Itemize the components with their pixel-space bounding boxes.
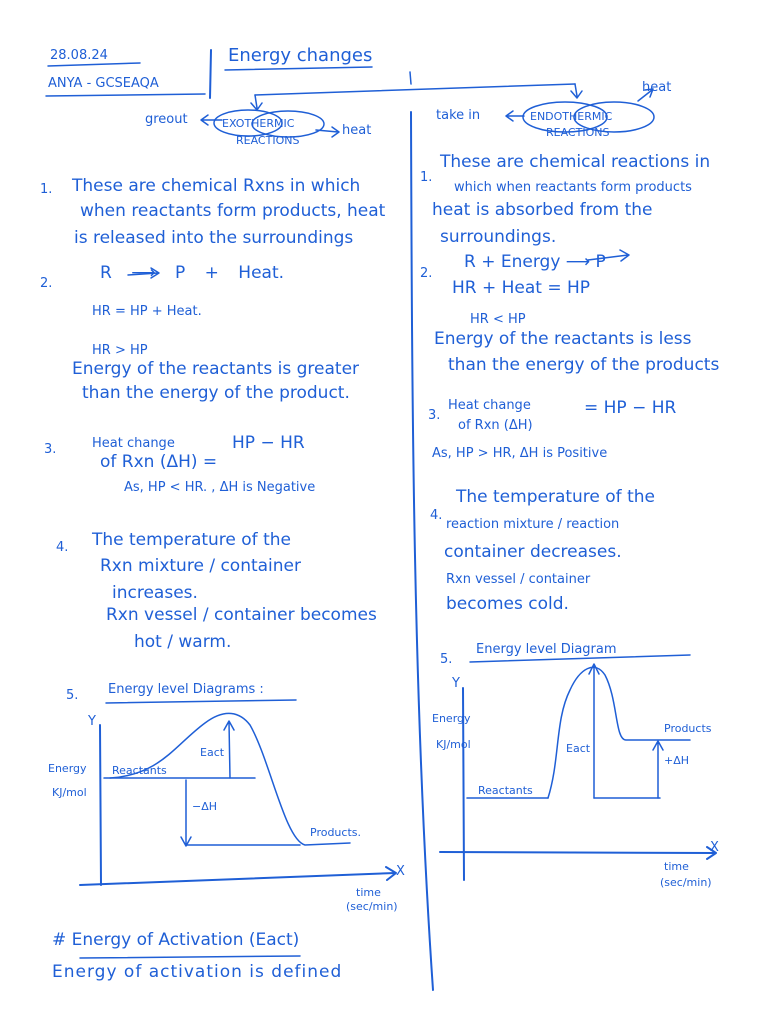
exo-p4-line: increases.	[112, 583, 198, 603]
endo-heat-label: heat	[642, 80, 672, 95]
exo-reactants-label: Reactants	[112, 764, 167, 777]
date-underline	[48, 63, 140, 66]
exo-enthalpy-relation: HR = HP + Heat.	[92, 304, 202, 319]
page-title: Energy changes	[228, 45, 373, 66]
endo-takein-arrow	[506, 111, 524, 121]
title-underline	[225, 67, 372, 70]
header-divider	[210, 50, 211, 98]
exo-x-title: time	[356, 886, 381, 899]
endo-p4-line: Rxn vessel / container	[446, 572, 591, 587]
exo-x-title: (sec/min)	[346, 900, 398, 913]
endo-dh-arrow	[653, 741, 663, 798]
endo-enthalpy-inequality: HR < HP	[470, 312, 526, 327]
endo-p2-line: than the energy of the products	[448, 355, 720, 375]
endo-eact-arrow	[589, 664, 599, 798]
exo-branch-label: greout	[145, 112, 188, 127]
exo-diagram-title: Energy level Diagrams :	[108, 682, 264, 697]
author-underline	[46, 94, 205, 96]
note-date: 28.08.24	[50, 48, 108, 63]
exo-enthalpy-inequality: HR > HP	[92, 343, 148, 358]
exo-x-axis-label: X	[396, 864, 405, 879]
exo-p4-line: The temperature of the	[92, 530, 291, 550]
endo-point-number: 2.	[420, 266, 433, 281]
exo-dh-label: −ΔH	[192, 800, 218, 813]
endo-p2-line: Energy of the reactants is less	[434, 329, 692, 349]
exo-equation: R ⟶ P + Heat.	[100, 263, 285, 283]
endo-p4-line: becomes cold.	[446, 594, 569, 614]
exo-y-axis	[100, 725, 101, 885]
endo-x-axis	[440, 847, 716, 859]
exo-heading-line1: EXOTHERMIC	[222, 117, 295, 130]
exo-heat-arrow	[316, 127, 339, 137]
endo-heading-line1: ENDOTHERMIC	[530, 110, 613, 123]
exo-point-number: 3.	[44, 442, 57, 457]
activation-energy-heading: # Energy of Activation (Eact)	[52, 930, 300, 950]
endo-p4-line: The temperature of the	[456, 487, 655, 507]
exo-diagram-title-underline	[106, 700, 296, 703]
exo-point-number: 4.	[56, 540, 69, 555]
endo-y-axis-label: Y	[452, 676, 460, 691]
endo-energy-diagram	[440, 664, 716, 880]
exo-eact-arrow	[224, 721, 234, 778]
column-divider	[411, 112, 433, 990]
endo-p1-line: These are chemical reactions in	[440, 152, 711, 172]
exo-p3-line: As, HP < HR. , ΔH is Negative	[124, 480, 316, 495]
left-branch-arrow	[251, 95, 262, 110]
endo-products-label: Products	[664, 722, 712, 735]
endo-p1-line: surroundings.	[440, 227, 557, 247]
endo-p1-line: heat is absorbed from the	[432, 200, 653, 220]
exo-point-number: 2.	[40, 276, 53, 291]
endo-point-number: 1.	[420, 170, 433, 185]
endo-diagram-title: Energy level Diagram	[476, 642, 617, 657]
exo-point-number: 1.	[40, 182, 53, 197]
exo-p1-line: is released into the surroundings	[74, 228, 354, 248]
exo-heat-change-formula: HP − HR	[232, 433, 305, 453]
endo-equation: R + Energy ⟶ P	[464, 252, 606, 272]
exo-heading-line2: REACTIONS	[236, 134, 300, 147]
endo-y-title: Energy	[432, 712, 471, 725]
exo-p2-line: than the energy of the product.	[82, 383, 350, 403]
exo-eact-label: Eact	[200, 746, 225, 759]
endo-p3-line: As, HP > HR, ΔH is Positive	[432, 446, 608, 461]
exo-y-title: KJ/mol	[52, 786, 87, 799]
endo-dh-label: +ΔH	[664, 754, 690, 767]
exo-p2-line: Energy of the reactants is greater	[72, 359, 360, 379]
endo-point-number: 3.	[428, 408, 441, 423]
endo-p1-line: which when reactants form products	[454, 180, 692, 195]
endo-x-title: time	[664, 860, 689, 873]
exo-p3-line: Heat change	[92, 436, 175, 451]
activation-energy-definition: Energy of activation is defined	[52, 962, 343, 982]
exo-x-axis	[80, 867, 396, 885]
exo-p1-line: when reactants form products, heat	[80, 201, 386, 221]
endo-branch-label: take in	[436, 108, 481, 123]
endo-p3-line: Heat change	[448, 398, 531, 413]
endo-enthalpy-relation: HR + Heat = HP	[452, 278, 591, 298]
exo-p4-line: Rxn mixture / container	[100, 556, 301, 576]
endo-reactants-label: Reactants	[478, 784, 533, 797]
exo-point-number: 5.	[66, 688, 79, 703]
note-author: ANYA - GCSEAQA	[48, 76, 159, 91]
endo-x-axis-label: X	[710, 840, 719, 855]
exo-energy-diagram	[80, 713, 396, 885]
exo-p1-line: These are chemical Rxns in which	[72, 176, 361, 196]
endo-heading-line2: REACTIONS	[546, 126, 610, 139]
endo-p3-line: of Rxn (ΔH)	[458, 418, 533, 433]
tree-stem	[410, 72, 411, 84]
endo-x-title: (sec/min)	[660, 876, 712, 889]
endo-heat-change-formula: = HP − HR	[584, 398, 677, 418]
exo-p4-line: Rxn vessel / container becomes	[106, 605, 377, 625]
tree-branch	[255, 84, 575, 95]
exo-products-label: Products.	[310, 826, 361, 839]
exo-p3-line: of Rxn (ΔH) =	[100, 452, 218, 472]
exo-p4-line: hot / warm.	[134, 632, 232, 652]
exo-heat-label: heat	[342, 123, 372, 138]
endo-point-number: 4.	[430, 508, 443, 523]
endo-y-title: KJ/mol	[436, 738, 471, 751]
exo-y-title: Energy	[48, 762, 87, 775]
right-branch-arrow	[571, 84, 582, 98]
exo-y-axis-label: Y	[88, 714, 96, 729]
footer-underline	[80, 956, 300, 958]
endo-eact-label: Eact	[566, 742, 591, 755]
exo-dh-arrow	[181, 780, 191, 846]
endo-point-number: 5.	[440, 652, 453, 667]
endo-p4-line: container decreases.	[444, 542, 622, 562]
endo-p4-line: reaction mixture / reaction	[446, 517, 620, 532]
